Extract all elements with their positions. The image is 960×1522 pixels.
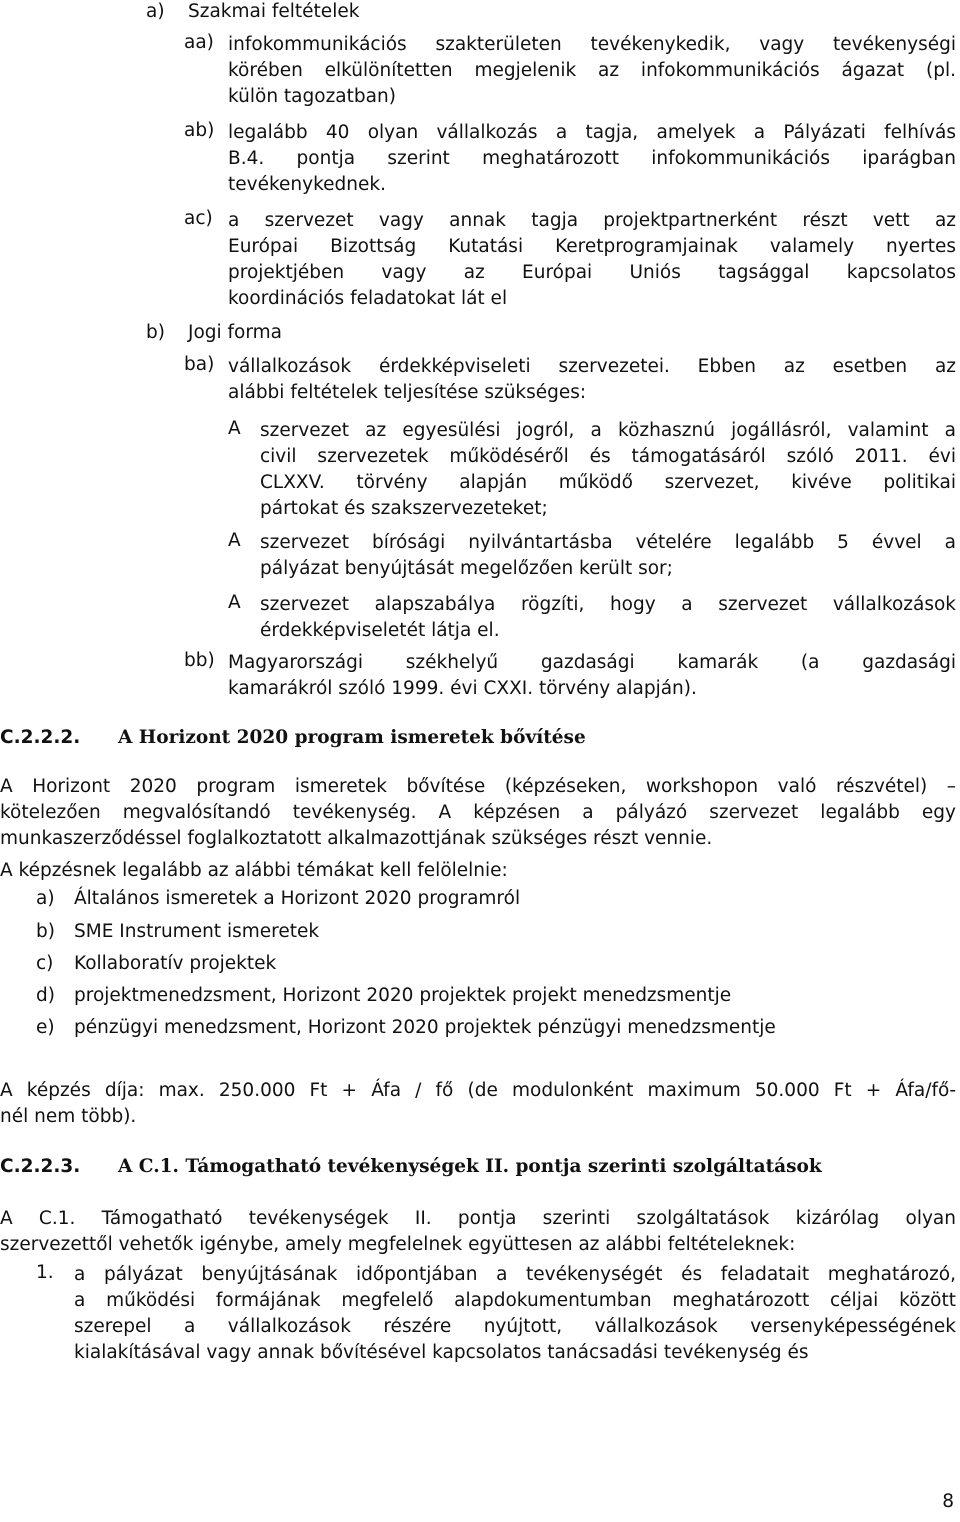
item-ab-line: legalább 40 olyan vállalkozás a tagja, amelyek a Pályázati felhívás	[228, 122, 956, 143]
condition-3	[228, 592, 956, 644]
condition-1	[228, 418, 956, 522]
item-ac	[184, 208, 956, 312]
item-bb-line: Magyarországi székhelyű gazdasági kamarák (a gazdasági	[228, 652, 956, 673]
section-a-label: a)	[146, 1, 165, 22]
condition-item-1-line: a pályázat benyújtásának időpontjában a tevékenységét és feladatait meghatározó,	[74, 1264, 956, 1285]
condition-1-line: pártokat és szakszervezeteket;	[260, 498, 548, 519]
topic-label: c)	[36, 953, 54, 974]
condition-2-line: szervezet bírósági nyilvántartásba vételére legalább 5 évvel a	[260, 532, 956, 553]
item-aa-line: körében elkülönítetten megjelenik az infokommunikációs ágazat (pl.	[228, 60, 956, 81]
section-c2222-intro	[0, 774, 956, 852]
section-c2223-heading	[0, 1156, 822, 1177]
section-c2223-title: A C.1. Támogatható tevékenységek II. pontja szerinti szolgáltatások	[118, 1156, 822, 1177]
training-fee	[0, 1078, 956, 1130]
intro-line: A C.1. Támogatható tevékenységek II. pontja szerinti szolgáltatások kizárólag olyan	[0, 1208, 956, 1229]
item-ba	[184, 354, 956, 406]
item-ab-line: tevékenykednek.	[228, 174, 386, 195]
condition-1-label: A	[228, 418, 241, 439]
fee-line: A képzés díja: max. 250.000 Ft + Áfa / fő (de modulonként maximum 50.000 Ft + Áfa/fő-	[0, 1080, 956, 1101]
topic-a	[36, 888, 520, 909]
topics-intro: A képzésnek legalább az alábbi témákat kell felölelnie:	[0, 860, 508, 881]
condition-1-line: civil szervezetek működéséről és támogatásáról szóló 2011. évi	[260, 446, 956, 467]
item-ba-line: vállalkozások érdekképviseleti szervezetei. Ebben az esetben az	[228, 356, 956, 377]
intro-line: A Horizont 2020 program ismeretek bővítése (képzéseken, workshopon való részvétel) –	[0, 776, 956, 797]
section-c2222-number: C.2.2.2.	[0, 727, 81, 748]
item-bb-line: kamarákról szóló 1999. évi CXXI. törvény alapján).	[228, 678, 697, 699]
topic-text: projektmenedzsment, Horizont 2020 projektek projekt menedzsmentje	[74, 985, 732, 1006]
item-ab-label: ab)	[184, 120, 215, 141]
item-aa-label: aa)	[184, 32, 214, 53]
topic-label: a)	[36, 888, 55, 909]
item-ab	[184, 120, 956, 198]
topic-e	[36, 1017, 776, 1038]
topic-c	[36, 953, 276, 974]
topic-text: pénzügyi menedzsment, Horizont 2020 projektek pénzügyi menedzsmentje	[74, 1017, 776, 1038]
item-ac-line: koordinációs feladatokat lát el	[228, 288, 508, 309]
topic-b	[36, 921, 319, 942]
item-aa-line: infokommunikációs szakterületen tevékenykedik, vagy tevékenységi	[228, 34, 956, 55]
item-aa-line: külön tagozatban)	[228, 86, 396, 107]
item-ac-label: ac)	[184, 208, 213, 229]
condition-item-1-line: a működési formájának megfelelő alapdokumentumban meghatározott céljai között	[74, 1290, 956, 1311]
topic-d	[36, 985, 731, 1006]
intro-line: kötelezően megvalósítandó tevékenység. A képzésen a pályázó szervezet legalább egy	[0, 802, 956, 823]
section-a-heading	[146, 1, 936, 22]
section-b-heading	[146, 322, 936, 343]
condition-2-label: A	[228, 530, 241, 551]
topic-label: b)	[36, 921, 55, 942]
item-ba-line: alábbi feltételek teljesítése szükséges:	[228, 382, 587, 403]
item-ac-line: projektjében vagy az Európai Uniós tagsággal kapcsolatos	[228, 262, 956, 283]
section-a-title: Szakmai feltételek	[188, 1, 360, 22]
condition-3-label: A	[228, 592, 241, 613]
fee-line: nél nem több).	[0, 1106, 137, 1127]
section-b-title: Jogi forma	[188, 322, 283, 343]
item-ba-label: ba)	[184, 354, 215, 375]
item-ab-line: B.4. pontja szerint meghatározott infokommunikációs iparágban	[228, 148, 956, 169]
topic-label: d)	[36, 985, 55, 1006]
condition-1-line: CLXXV. törvény alapján működő szervezet, kivéve politikai	[260, 472, 956, 493]
topic-text: Általános ismeretek a Horizont 2020 programról	[74, 888, 521, 909]
condition-item-1-line: szerepel a vállalkozások részére nyújtott, vállalkozások versenyképességének	[74, 1316, 956, 1337]
section-c2223-number: C.2.2.3.	[0, 1156, 81, 1177]
condition-1-line: szervezet az egyesülési jogról, a közhasznú jogállásról, valamint a	[260, 420, 956, 441]
section-c2223-intro	[0, 1206, 956, 1258]
topic-text: Kollaboratív projektek	[74, 953, 277, 974]
item-aa	[184, 32, 956, 110]
intro-line: munkaszerződéssel foglalkoztatott alkalmazottjának szükséges részt vennie.	[0, 828, 713, 849]
condition-2	[228, 530, 956, 582]
item-ac-line: a szervezet vagy annak tagja projektpartnerként részt vett az	[228, 210, 956, 231]
topic-text: SME Instrument ismeretek	[74, 921, 320, 942]
topic-label: e)	[36, 1017, 55, 1038]
condition-3-line: érdekképviseletét látja el.	[260, 620, 500, 641]
item-bb	[184, 650, 956, 702]
condition-2-line: pályázat benyújtását megelőzően került sor;	[260, 558, 673, 579]
page-number: 8	[942, 1491, 954, 1512]
condition-item-1-line: kialakításával vagy annak bővítésével kapcsolatos tanácsadási tevékenység és	[74, 1342, 809, 1363]
item-bb-label: bb)	[184, 650, 215, 671]
section-b-label: b)	[146, 322, 165, 343]
condition-item-1-label: 1.	[36, 1262, 54, 1283]
condition-item-1	[36, 1262, 956, 1366]
item-ac-line: Európai Bizottság Kutatási Keretprogramjainak valamely nyertes	[228, 236, 956, 257]
section-c2222-heading	[0, 727, 586, 748]
condition-3-line: szervezet alapszabálya rögzíti, hogy a szervezet vállalkozások	[260, 594, 956, 615]
intro-line: szervezettől vehetők igénybe, amely megfelelnek együttesen az alábbi feltételeknek:	[0, 1234, 796, 1255]
section-c2222-title: A Horizont 2020 program ismeretek bővítése	[118, 727, 586, 748]
